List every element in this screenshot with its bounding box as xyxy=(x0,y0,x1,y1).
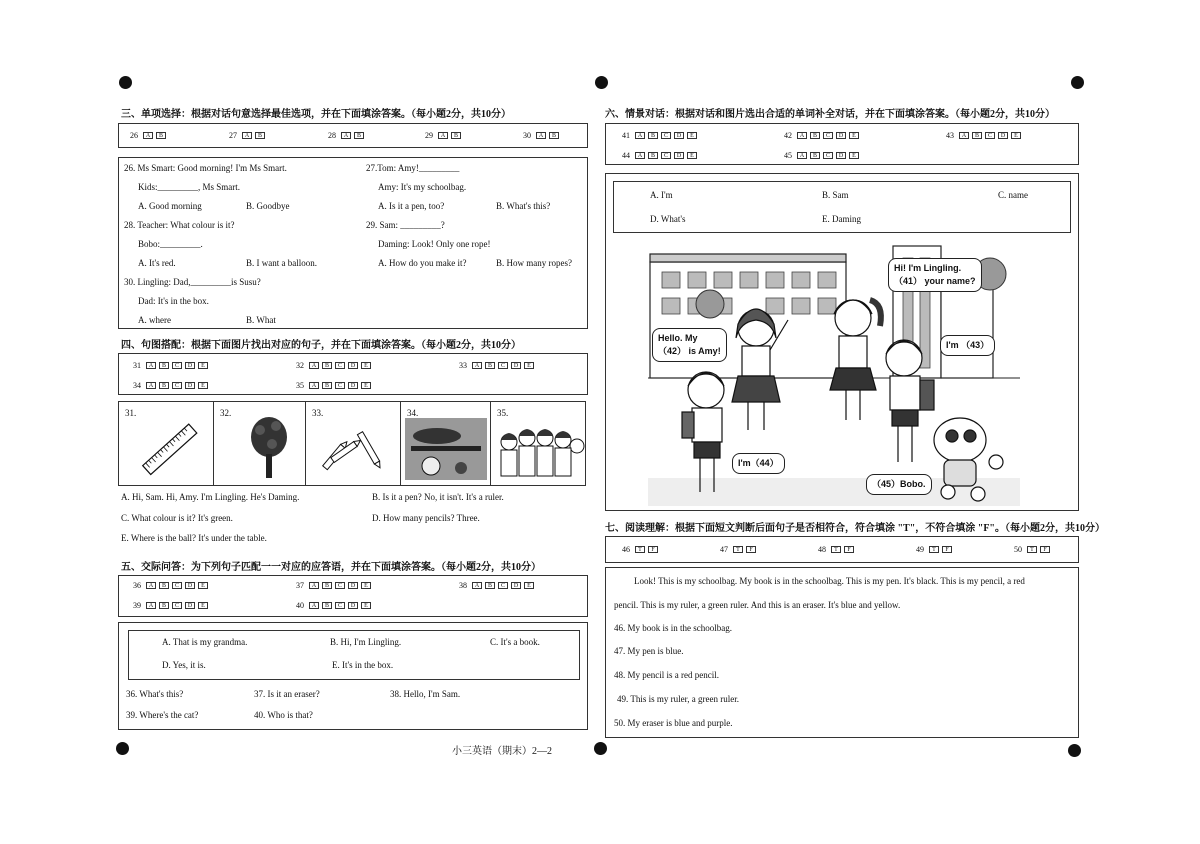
q38: 38. Hello, I'm Sam. xyxy=(390,689,461,699)
answer-item-40 xyxy=(296,601,371,610)
answer-number: 42 xyxy=(784,131,792,140)
answer-number: 34 xyxy=(133,381,141,390)
answer-bubble-45-d[interactable]: D xyxy=(836,152,846,159)
picture-31 xyxy=(119,402,214,485)
statement-48: 48. My pencil is a red pencil. xyxy=(614,670,719,680)
section4-option-a: A. Hi, Sam. Hi, Amy. I'm Lingling. He's Daming. xyxy=(121,492,300,502)
q27-reply: Amy: It's my schoolbag. xyxy=(378,182,467,192)
answer-bubble-33-d[interactable]: D xyxy=(511,362,521,369)
section6-heading: 六、情景对话：根据对话和图片选出合适的单词补全对话，并在下面填涂答案。（每小题2分，共10分） xyxy=(605,109,1055,120)
answer-item-34 xyxy=(133,381,208,390)
answer-item-27 xyxy=(229,131,265,140)
q30-prompt: 30. Lingling: Dad,_________is Susu? xyxy=(124,277,261,287)
answer-bubble-33-e[interactable]: E xyxy=(524,362,534,369)
answer-bubble-49-t[interactable]: T xyxy=(929,546,939,553)
answer-bubble-30-a[interactable]: A xyxy=(536,132,546,139)
answer-bubble-38-e[interactable]: E xyxy=(524,582,534,589)
answer-item-42 xyxy=(784,131,859,140)
answer-number: 32 xyxy=(296,361,304,370)
answer-number: 38 xyxy=(459,581,467,590)
answer-bubble-50-f[interactable]: F xyxy=(1040,546,1050,553)
answer-bubble-40-d[interactable]: D xyxy=(348,602,358,609)
answer-number: 27 xyxy=(229,131,237,140)
answer-bubble-42-e[interactable]: E xyxy=(849,132,859,139)
picture-35-number: 35. xyxy=(497,408,509,418)
answer-bubble-40-b[interactable]: B xyxy=(322,602,332,609)
answer-bubble-49-f[interactable]: F xyxy=(942,546,952,553)
registration-mark xyxy=(1068,744,1081,757)
speech-bubble-43: I'm （43） xyxy=(940,335,995,356)
q27-option-a: A. Is it a pen, too? xyxy=(378,201,445,211)
answer-bubble-38-a[interactable]: A xyxy=(472,582,482,589)
answer-number: 43 xyxy=(946,131,954,140)
answer-number: 28 xyxy=(328,131,336,140)
answer-bubble-26-a[interactable]: A xyxy=(143,132,153,139)
answer-number: 31 xyxy=(133,361,141,370)
section5-option-a: A. That is my grandma. xyxy=(162,637,248,647)
answer-bubble-41-d[interactable]: D xyxy=(674,132,684,139)
statement-47: 47. My pen is blue. xyxy=(614,646,684,656)
q28-option-a: A. It's red. xyxy=(138,258,176,268)
picture-33-number: 33. xyxy=(312,408,324,418)
answer-item-35 xyxy=(296,381,371,390)
answer-bubble-44-e[interactable]: E xyxy=(687,152,697,159)
q29-prompt: 29. Sam: _________? xyxy=(366,220,445,230)
answer-number: 50 xyxy=(1014,545,1022,554)
answer-bubble-39-b[interactable]: B xyxy=(159,602,169,609)
answer-bubble-35-e[interactable]: E xyxy=(361,382,371,389)
answer-bubble-30-b[interactable]: B xyxy=(549,132,559,139)
answer-bubble-29-a[interactable]: A xyxy=(438,132,448,139)
answer-number: 48 xyxy=(818,545,826,554)
answer-bubble-40-e[interactable]: E xyxy=(361,602,371,609)
answer-number: 36 xyxy=(133,581,141,590)
section4-option-e: E. Where is the ball? It's under the table. xyxy=(121,533,267,543)
answer-number: 41 xyxy=(622,131,630,140)
answer-bubble-31-d[interactable]: D xyxy=(185,362,195,369)
section4-option-d: D. How many pencils? Three. xyxy=(372,513,480,523)
answer-bubble-31-e[interactable]: E xyxy=(198,362,208,369)
registration-mark xyxy=(116,742,129,755)
bubble-amy-line1: Hello. My xyxy=(658,333,698,343)
q29-option-a: A. How do you make it? xyxy=(378,258,467,268)
answer-bubble-37-d[interactable]: D xyxy=(348,582,358,589)
section4-option-c: C. What colour is it? It's green. xyxy=(121,513,233,523)
answer-number: 35 xyxy=(296,381,304,390)
q40: 40. Who is that? xyxy=(254,710,313,720)
answer-item-38 xyxy=(459,581,534,590)
bubble-lingling-line2: （41） your name? xyxy=(894,276,976,286)
answer-bubble-41-a[interactable]: A xyxy=(635,132,645,139)
answer-bubble-27-b[interactable]: B xyxy=(255,132,265,139)
answer-bubble-45-c[interactable]: C xyxy=(823,152,833,159)
q27-prompt: 27.Tom: Amy!_________ xyxy=(366,163,460,173)
answer-bubble-38-c[interactable]: C xyxy=(498,582,508,589)
section7-heading: 七、阅读理解：根据下面短文判断后面句子是否相符合，符合填涂 "T"，不符合填涂 "F"。（每小题2分，共10分） xyxy=(605,523,1105,534)
statement-49: 49. This is my ruler, a green ruler. xyxy=(617,694,739,704)
answer-bubble-32-a[interactable]: A xyxy=(309,362,319,369)
answer-bubble-42-b[interactable]: B xyxy=(810,132,820,139)
answer-bubble-34-b[interactable]: B xyxy=(159,382,169,389)
answer-bubble-43-a[interactable]: A xyxy=(959,132,969,139)
answer-bubble-33-b[interactable]: B xyxy=(485,362,495,369)
answer-item-37 xyxy=(296,581,371,590)
answer-bubble-31-c[interactable]: C xyxy=(172,362,182,369)
speech-bubble-44: I'm（44） xyxy=(732,453,785,474)
answer-bubble-46-f[interactable]: F xyxy=(648,546,658,553)
answer-item-45 xyxy=(784,151,859,160)
answer-number: 39 xyxy=(133,601,141,610)
answer-bubble-29-b[interactable]: B xyxy=(451,132,461,139)
speech-bubble-amy xyxy=(652,328,727,362)
answer-item-50 xyxy=(1014,545,1050,554)
q28-option-b: B. I want a balloon. xyxy=(246,258,317,268)
answer-bubble-31-b[interactable]: B xyxy=(159,362,169,369)
answer-item-26 xyxy=(130,131,166,140)
answer-bubble-32-b[interactable]: B xyxy=(322,362,332,369)
answer-bubble-45-b[interactable]: B xyxy=(810,152,820,159)
answer-item-46 xyxy=(622,545,658,554)
answer-bubble-33-a[interactable]: A xyxy=(472,362,482,369)
answer-bubble-40-c[interactable]: C xyxy=(335,602,345,609)
q28-reply: Bobo:_________. xyxy=(138,239,203,249)
answer-number: 46 xyxy=(622,545,630,554)
answer-bubble-40-a[interactable]: A xyxy=(309,602,319,609)
answer-bubble-35-b[interactable]: B xyxy=(322,382,332,389)
answer-bubble-37-a[interactable]: A xyxy=(309,582,319,589)
answer-bubble-39-a[interactable]: A xyxy=(146,602,156,609)
q29-reply: Daming: Look! Only one rope! xyxy=(378,239,491,249)
answer-number: 37 xyxy=(296,581,304,590)
answer-bubble-39-e[interactable]: E xyxy=(198,602,208,609)
answer-bubble-43-b[interactable]: B xyxy=(972,132,982,139)
answer-item-28 xyxy=(328,131,364,140)
q39: 39. Where's the cat? xyxy=(126,710,199,720)
q26-option-a: A. Good morning xyxy=(138,201,202,211)
section6-option-e: E. Daming xyxy=(822,214,861,224)
answer-bubble-42-a[interactable]: A xyxy=(797,132,807,139)
answer-item-30 xyxy=(523,131,559,140)
picture-34 xyxy=(401,402,491,485)
answer-item-33 xyxy=(459,361,534,370)
section5-heading: 五、交际问答：为下列句子匹配一一对应的应答语，并在下面填涂答案。（每小题2分，共10分） xyxy=(121,562,541,573)
registration-mark xyxy=(595,76,608,89)
q28-prompt: 28. Teacher: What colour is it? xyxy=(124,220,235,230)
answer-bubble-44-a[interactable]: A xyxy=(635,152,645,159)
answer-bubble-48-f[interactable]: F xyxy=(844,546,854,553)
section4-option-b: B. Is it a pen? No, it isn't. It's a ruler. xyxy=(372,492,504,502)
bubble-lingling-line1: Hi! I'm Lingling. xyxy=(894,263,962,273)
statement-50: 50. My eraser is blue and purple. xyxy=(614,718,733,728)
answer-bubble-36-b[interactable]: B xyxy=(159,582,169,589)
answer-bubble-44-d[interactable]: D xyxy=(674,152,684,159)
reading-passage-line2: pencil. This is my ruler, a green ruler. And this is an eraser. It's blue and yellow. xyxy=(614,600,901,610)
answer-bubble-36-c[interactable]: C xyxy=(172,582,182,589)
answer-item-41 xyxy=(622,131,697,140)
answer-bubble-34-c[interactable]: C xyxy=(172,382,182,389)
answer-bubble-45-a[interactable]: A xyxy=(797,152,807,159)
answer-item-32 xyxy=(296,361,371,370)
answer-bubble-45-e[interactable]: E xyxy=(849,152,859,159)
q26-option-b: B. Goodbye xyxy=(246,201,290,211)
section6-option-d: D. What's xyxy=(650,214,686,224)
answer-number: 44 xyxy=(622,151,630,160)
q37: 37. Is it an eraser? xyxy=(254,689,320,699)
answer-bubble-26-b[interactable]: B xyxy=(156,132,166,139)
answer-bubble-37-e[interactable]: E xyxy=(361,582,371,589)
answer-bubble-39-c[interactable]: C xyxy=(172,602,182,609)
answer-bubble-43-d[interactable]: D xyxy=(998,132,1008,139)
answer-bubble-36-d[interactable]: D xyxy=(185,582,195,589)
answer-bubble-38-d[interactable]: D xyxy=(511,582,521,589)
bubble-amy-line2: （42） is Amy! xyxy=(658,346,721,356)
answer-number: 26 xyxy=(130,131,138,140)
answer-item-48 xyxy=(818,545,854,554)
answer-bubble-34-e[interactable]: E xyxy=(198,382,208,389)
q26-prompt: 26. Ms Smart: Good morning! I'm Ms Smart. xyxy=(124,163,287,173)
answer-bubble-44-b[interactable]: B xyxy=(648,152,658,159)
answer-number: 45 xyxy=(784,151,792,160)
answer-bubble-50-t[interactable]: T xyxy=(1027,546,1037,553)
answer-bubble-34-a[interactable]: A xyxy=(146,382,156,389)
section6-option-b: B. Sam xyxy=(822,190,849,200)
answer-bubble-43-c[interactable]: C xyxy=(985,132,995,139)
answer-bubble-35-a[interactable]: A xyxy=(309,382,319,389)
answer-bubble-37-b[interactable]: B xyxy=(322,582,332,589)
section5-option-e: E. It's in the box. xyxy=(332,660,394,670)
answer-bubble-41-b[interactable]: B xyxy=(648,132,658,139)
answer-item-44 xyxy=(622,151,697,160)
answer-bubble-32-e[interactable]: E xyxy=(361,362,371,369)
answer-bubble-35-d[interactable]: D xyxy=(348,382,358,389)
answer-bubble-35-c[interactable]: C xyxy=(335,382,345,389)
answer-item-43 xyxy=(946,131,1021,140)
answer-bubble-36-e[interactable]: E xyxy=(198,582,208,589)
answer-bubble-38-b[interactable]: B xyxy=(485,582,495,589)
section6-options-box xyxy=(613,181,1071,233)
answer-number: 40 xyxy=(296,601,304,610)
answer-bubble-43-e[interactable]: E xyxy=(1011,132,1021,139)
answer-bubble-41-e[interactable]: E xyxy=(687,132,697,139)
section4-heading: 四、句图搭配：根据下面图片找出对应的句子，并在下面填涂答案。（每小题2分，共10分） xyxy=(121,340,521,351)
section5-option-b: B. Hi, I'm Lingling. xyxy=(330,637,402,647)
answer-bubble-28-a[interactable]: A xyxy=(341,132,351,139)
answer-bubble-44-c[interactable]: C xyxy=(661,152,671,159)
picture-31-number: 31. xyxy=(125,408,137,418)
answer-bubble-46-t[interactable]: T xyxy=(635,546,645,553)
answer-number: 29 xyxy=(425,131,433,140)
answer-bubble-31-a[interactable]: A xyxy=(146,362,156,369)
answer-item-47 xyxy=(720,545,756,554)
answer-item-39 xyxy=(133,601,208,610)
page-footer: 小三英语（期末）2—2 xyxy=(452,746,552,757)
speech-bubble-lingling xyxy=(888,258,982,292)
section3-heading: 三、单项选择：根据对话句意选择最佳选项，并在下面填涂答案。（每小题2分，共10分） xyxy=(121,109,511,120)
picture-32-number: 32. xyxy=(220,408,232,418)
q29-option-b: B. How many ropes? xyxy=(496,258,572,268)
section5-option-d: D. Yes, it is. xyxy=(162,660,206,670)
speech-bubble-45: （45）Bobo. xyxy=(866,474,932,495)
q27-option-b: B. What's this? xyxy=(496,201,551,211)
answer-bubble-28-b[interactable]: B xyxy=(354,132,364,139)
registration-mark xyxy=(1071,76,1084,89)
answer-bubble-41-c[interactable]: C xyxy=(661,132,671,139)
picture-35 xyxy=(491,402,587,485)
answer-item-36 xyxy=(133,581,208,590)
answer-bubble-42-d[interactable]: D xyxy=(836,132,846,139)
registration-mark xyxy=(594,742,607,755)
section6-option-c: C. name xyxy=(998,190,1028,200)
answer-number: 33 xyxy=(459,361,467,370)
answer-bubble-47-f[interactable]: F xyxy=(746,546,756,553)
answer-bubble-37-c[interactable]: C xyxy=(335,582,345,589)
picture-33 xyxy=(306,402,401,485)
section5-option-c: C. It's a book. xyxy=(490,637,540,647)
answer-item-49 xyxy=(916,545,952,554)
answer-item-29 xyxy=(425,131,461,140)
registration-mark xyxy=(119,76,132,89)
answer-number: 49 xyxy=(916,545,924,554)
q30-reply: Dad: It's in the box. xyxy=(138,296,209,306)
answer-bubble-32-c[interactable]: C xyxy=(335,362,345,369)
section6-option-a: A. I'm xyxy=(650,190,673,200)
answer-item-31 xyxy=(133,361,208,370)
q30-option-b: B. What xyxy=(246,315,276,325)
answer-bubble-48-t[interactable]: T xyxy=(831,546,841,553)
answer-bubble-39-d[interactable]: D xyxy=(185,602,195,609)
section4-picture-strip xyxy=(118,401,586,486)
answer-bubble-33-c[interactable]: C xyxy=(498,362,508,369)
answer-number: 47 xyxy=(720,545,728,554)
q36: 36. What's this? xyxy=(126,689,184,699)
q30-option-a: A. where xyxy=(138,315,171,325)
statement-46: 46. My book is in the schoolbag. xyxy=(614,623,732,633)
answer-bubble-36-a[interactable]: A xyxy=(146,582,156,589)
answer-bubble-47-t[interactable]: T xyxy=(733,546,743,553)
picture-34-number: 34. xyxy=(407,408,419,418)
answer-number: 30 xyxy=(523,131,531,140)
answer-bubble-27-a[interactable]: A xyxy=(242,132,252,139)
answer-bubble-34-d[interactable]: D xyxy=(185,382,195,389)
reading-passage-line1: Look! This is my schoolbag. My book is in the schoolbag. This is my pen. It's black. This is my pencil, a red xyxy=(634,576,1025,586)
answer-bubble-42-c[interactable]: C xyxy=(823,132,833,139)
answer-bubble-32-d[interactable]: D xyxy=(348,362,358,369)
q26-reply: Kids:_________, Ms Smart. xyxy=(138,182,241,192)
picture-32 xyxy=(214,402,306,485)
